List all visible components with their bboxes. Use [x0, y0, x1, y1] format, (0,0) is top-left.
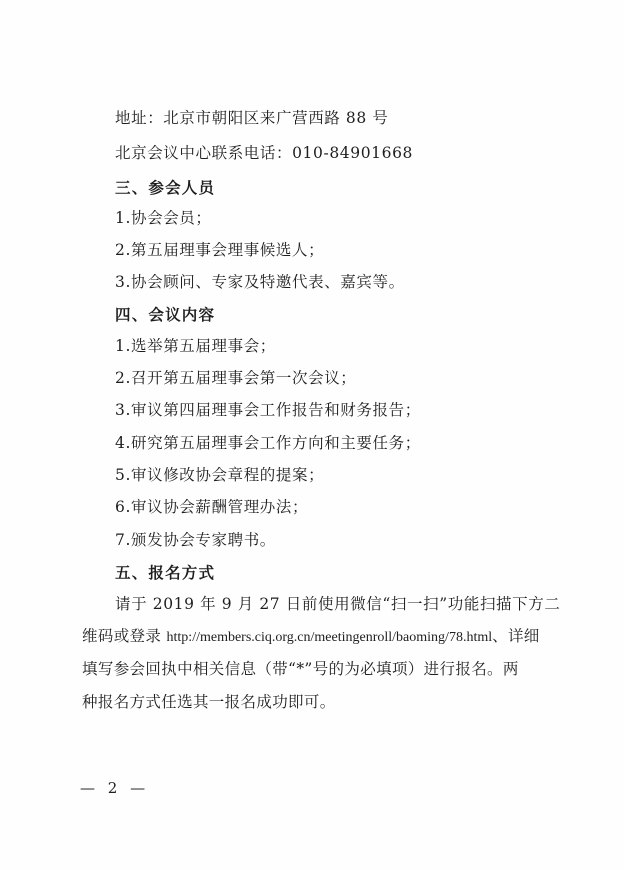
list-item: 1.协会会员； — [115, 209, 212, 227]
list-item: 1.选举第五届理事会； — [115, 337, 276, 355]
list-item: 3.协会顾问、专家及特邀代表、嘉宾等。 — [115, 273, 405, 291]
list-item: 6.审议协会薪酬管理办法； — [115, 498, 309, 516]
section-heading-agenda: 四、会议内容 — [115, 306, 216, 324]
list-item: 3.审议第四届理事会工作报告和财务报告； — [115, 401, 421, 419]
address-line: 地址：北京市朝阳区来广营西路 88 号 — [115, 109, 389, 127]
registration-paragraph-line — [82, 626, 540, 648]
list-item: 4.研究第五届理事会工作方向和主要任务； — [115, 434, 421, 452]
text-span: 维码或登录 — [82, 627, 167, 645]
registration-paragraph-line: 请于 2019 年 9 月 27 日前使用微信“扫一扫”功能扫描下方二 — [115, 595, 561, 613]
text-span: 、详细 — [492, 627, 540, 645]
list-item: 2.召开第五届理事会第一次会议； — [115, 369, 357, 387]
section-heading-participants: 三、参会人员 — [115, 179, 216, 197]
page-number: — 2 — — [80, 779, 150, 797]
registration-paragraph-line: 填写参会回执中相关信息（带“*”号的为必填项）进行报名。两 — [82, 660, 519, 678]
section-heading-registration: 五、报名方式 — [115, 564, 216, 582]
registration-link[interactable]: http://members.ciq.org.cn/meetingenroll/baoming/78.html — [166, 630, 493, 645]
phone-line: 北京会议中心联系电话：010-84901668 — [115, 144, 414, 162]
list-item: 5.审议修改协会章程的提案； — [115, 466, 325, 484]
registration-paragraph-line: 种报名方式任选其一报名成功即可。 — [82, 693, 336, 711]
list-item: 7.颁发协会专家聘书。 — [115, 531, 276, 549]
list-item: 2.第五届理事会理事候选人； — [115, 241, 325, 259]
